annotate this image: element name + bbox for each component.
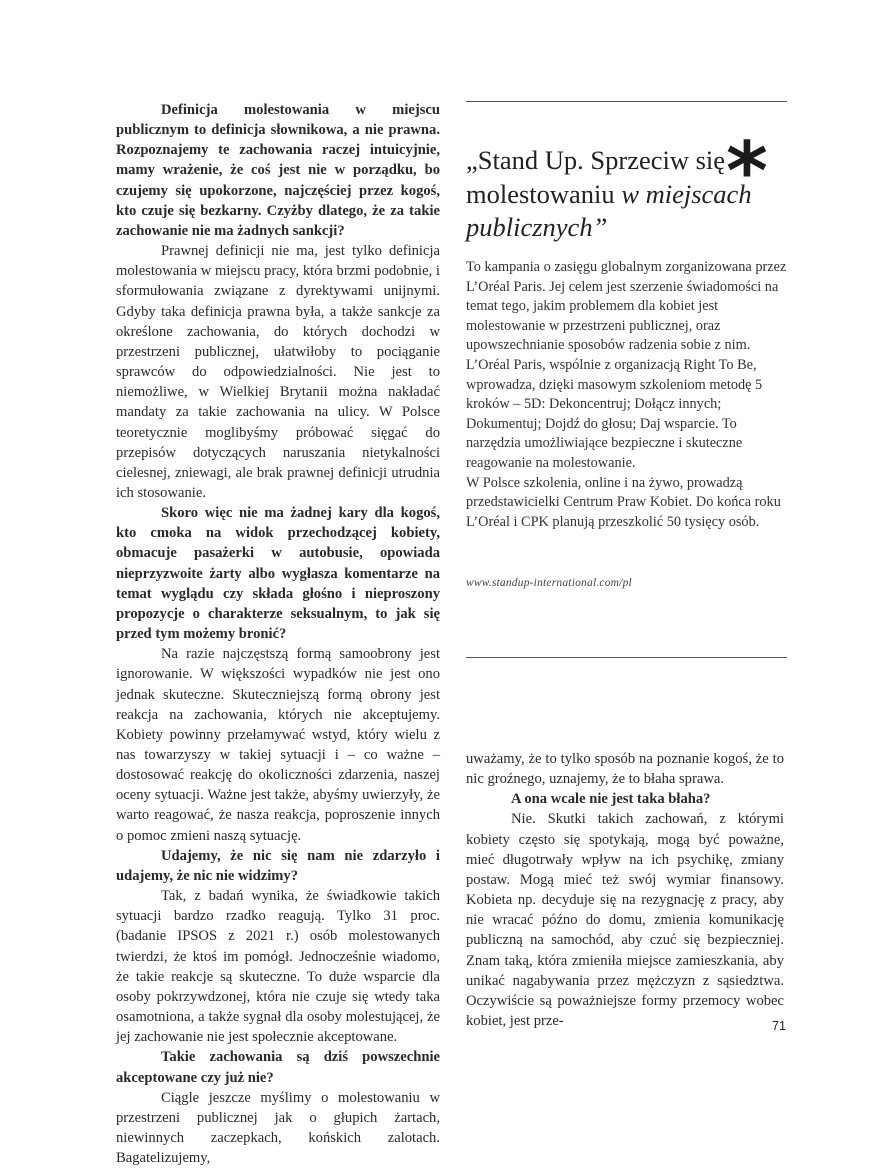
sidebar-bottom-rule xyxy=(466,657,787,658)
sidebar-title-italic: w miejscach publicznych” xyxy=(466,178,752,242)
question-5: A ona wcale nie jest taka błaha? xyxy=(511,791,711,808)
sidebar-paragraph-2: L’Oréal Paris, wspólnie z organizacją Right To Be, wprowadza, dzięki masowym szkoleniom metodę 5 kroków – 5D: Dekoncentruj; Dołącz innych; Dokumentuj; Dojdź do głosu; Daj wsparcie. To narzędzia umożliwiające bezpieczne i skuteczne reagowanie na molestowanie. xyxy=(466,356,763,471)
question-1: Definicja molestowania w miejscu publicznym to definicja słownikowa, a nie prawna. Rozpoznajemy te zachowania raczej intuicyjnie, mamy wrażenie, że coś jest nie w porządku, bo czujemy się upokorzone, najczęściej przez kogoś, kto czuje się bezkarny. Czyżby dlatego, że za takie zachowanie nie ma żadnych sankcji? xyxy=(116,102,440,239)
answer-4: Ciągle jeszcze myślimy o molestowaniu w przestrzeni publicznej jak o głupich żartach, niewinnych zaczepkach, końskich zalotach. Bagatelizujemy, xyxy=(116,1089,440,1167)
answer-4-continued: uważamy, że to tylko sposób na poznanie kogoś, że to nic groźnego, uznajemy, że to błaha sprawa. xyxy=(466,751,784,788)
answer-5: Nie. Skutki takich zachowań, z którymi kobiety często się spotykają, mogą być poważne, mieć długotrwały wpływ na ich psychikę, zmiany postaw. Mogą mieć też swój wymiar finansowy. Kobieta np. decyduje się na rezygnację z pracy, aby nie wracać późno do domu, zmienia komunikację publiczną na samochód, aby czuć się bezpieczniej. Znam taką, która zmieniła miejsce zamieszkania, aby unikać nagabywania przez mężczyzn z sąsiedztwa. Oczywiście są poważniejsze formy przemocy wobec kobiet, jest prze- xyxy=(466,811,784,1030)
sidebar-paragraph-3: W Polsce szkolenia, online i na żywo, prowadzą przedstawicielki Centrum Praw Kobiet. Do końca roku L’Oréal i CPK planują przeszkolić 50 tysięcy osób. xyxy=(466,474,781,530)
question-4: Takie zachowania są dziś powszechnie akceptowane czy już nie? xyxy=(116,1049,440,1086)
sidebar-title-plain: „Stand Up. Sprzeciw się molestowaniu xyxy=(466,145,726,209)
question-2: Skoro więc nie ma żadnej kary dla kogoś, kto cmoka na widok przechodzącej kobiety, obmacuje pasażerki w autobusie, opowiada nieprzyzwoite żarty albo wygłasza komentarze na temat wyglądu czy składa głośno i nieproszony propozycje o charakterze seksualnym, to jak się przed tym możemy bronić? xyxy=(116,505,440,643)
sidebar-top-rule xyxy=(466,101,787,102)
question-3: Udajemy, że nic się nam nie zdarzyło i udajemy, że nic nie widzimy? xyxy=(116,847,440,884)
answer-2: Na razie najczęstszą formą samoobrony jest ignorowanie. W większości wypadków nie jest ono jednak skuteczne. Skuteczniejszą formą obrony jest reakcja na zachowania, których nie akceptujemy. Kobiety powinny przełamywać wstyd, który wielu z nas towarzyszy w takiej sytuacji i – co ważne – dostosować reakcję do okoliczności zdarzenia, naszej oceny sytuacji. Ważne jest także, abyśmy uwierzyły, że warto reagować, że nasza reakcja, poproszenie innych o pomoc zmieni naszą sytuację. xyxy=(116,646,440,844)
left-text-column xyxy=(116,100,440,1168)
answer-3: Tak, z badań wynika, że świadkowie takich sytuacji bardzo rzadko reagują. Tylko 31 proc. (badanie IPSOS z 2021 r.) osób molestowanych twierdzi, że ktoś im pomógł. Jednocześnie wiadomo, że takie reakcje są skuteczne. To duże wsparcie dla osoby pokrzywdzonej, która nie czuje się wtedy taka osamotniona, a także sygnał dla osoby molestującej, że jej zachowanie nie jest społecznie akceptowane. xyxy=(116,888,440,1046)
sidebar-url: www.standup-international.com/pl xyxy=(466,577,632,589)
sidebar-body xyxy=(466,258,788,532)
sidebar-paragraph-1: To kampania o zasięgu globalnym zorganizowana przez L’Oréal Paris. Jej celem jest szerzenie świadomości na temat tego, jakim problemem dla kobiet jest molestowanie w przestrzeni publicznej, oraz upowszechnianie sposobów radzenia sobie z nim. xyxy=(466,259,787,354)
right-text-column xyxy=(466,749,784,1031)
asterisk-icon: * xyxy=(726,125,768,218)
page-number: 71 xyxy=(772,1019,786,1033)
answer-1: Prawnej definicji nie ma, jest tylko definicja molestowania w miejscu pracy, która brzmi podobnie, i sformułowania związane z dyrektywami unijnymi. Gdyby taka definicja prawna była, a także sankcje za określone zachowania, do których dochodzi w przestrzeni publicznej, ułatwiłoby to pociąganie sprawców do odpowiedzialności. Nie jest to niemożliwe, w Wielkiej Brytanii można nakładać mandaty za takie zachowania na ulicy. W Polsce teoretycznie moglibyśmy próbować sięgać do przepisów dotyczących naruszania nietykalności cielesnej, zniewagi, ale brak prawnej definicji utrudnia ich stosowanie. xyxy=(116,243,440,501)
